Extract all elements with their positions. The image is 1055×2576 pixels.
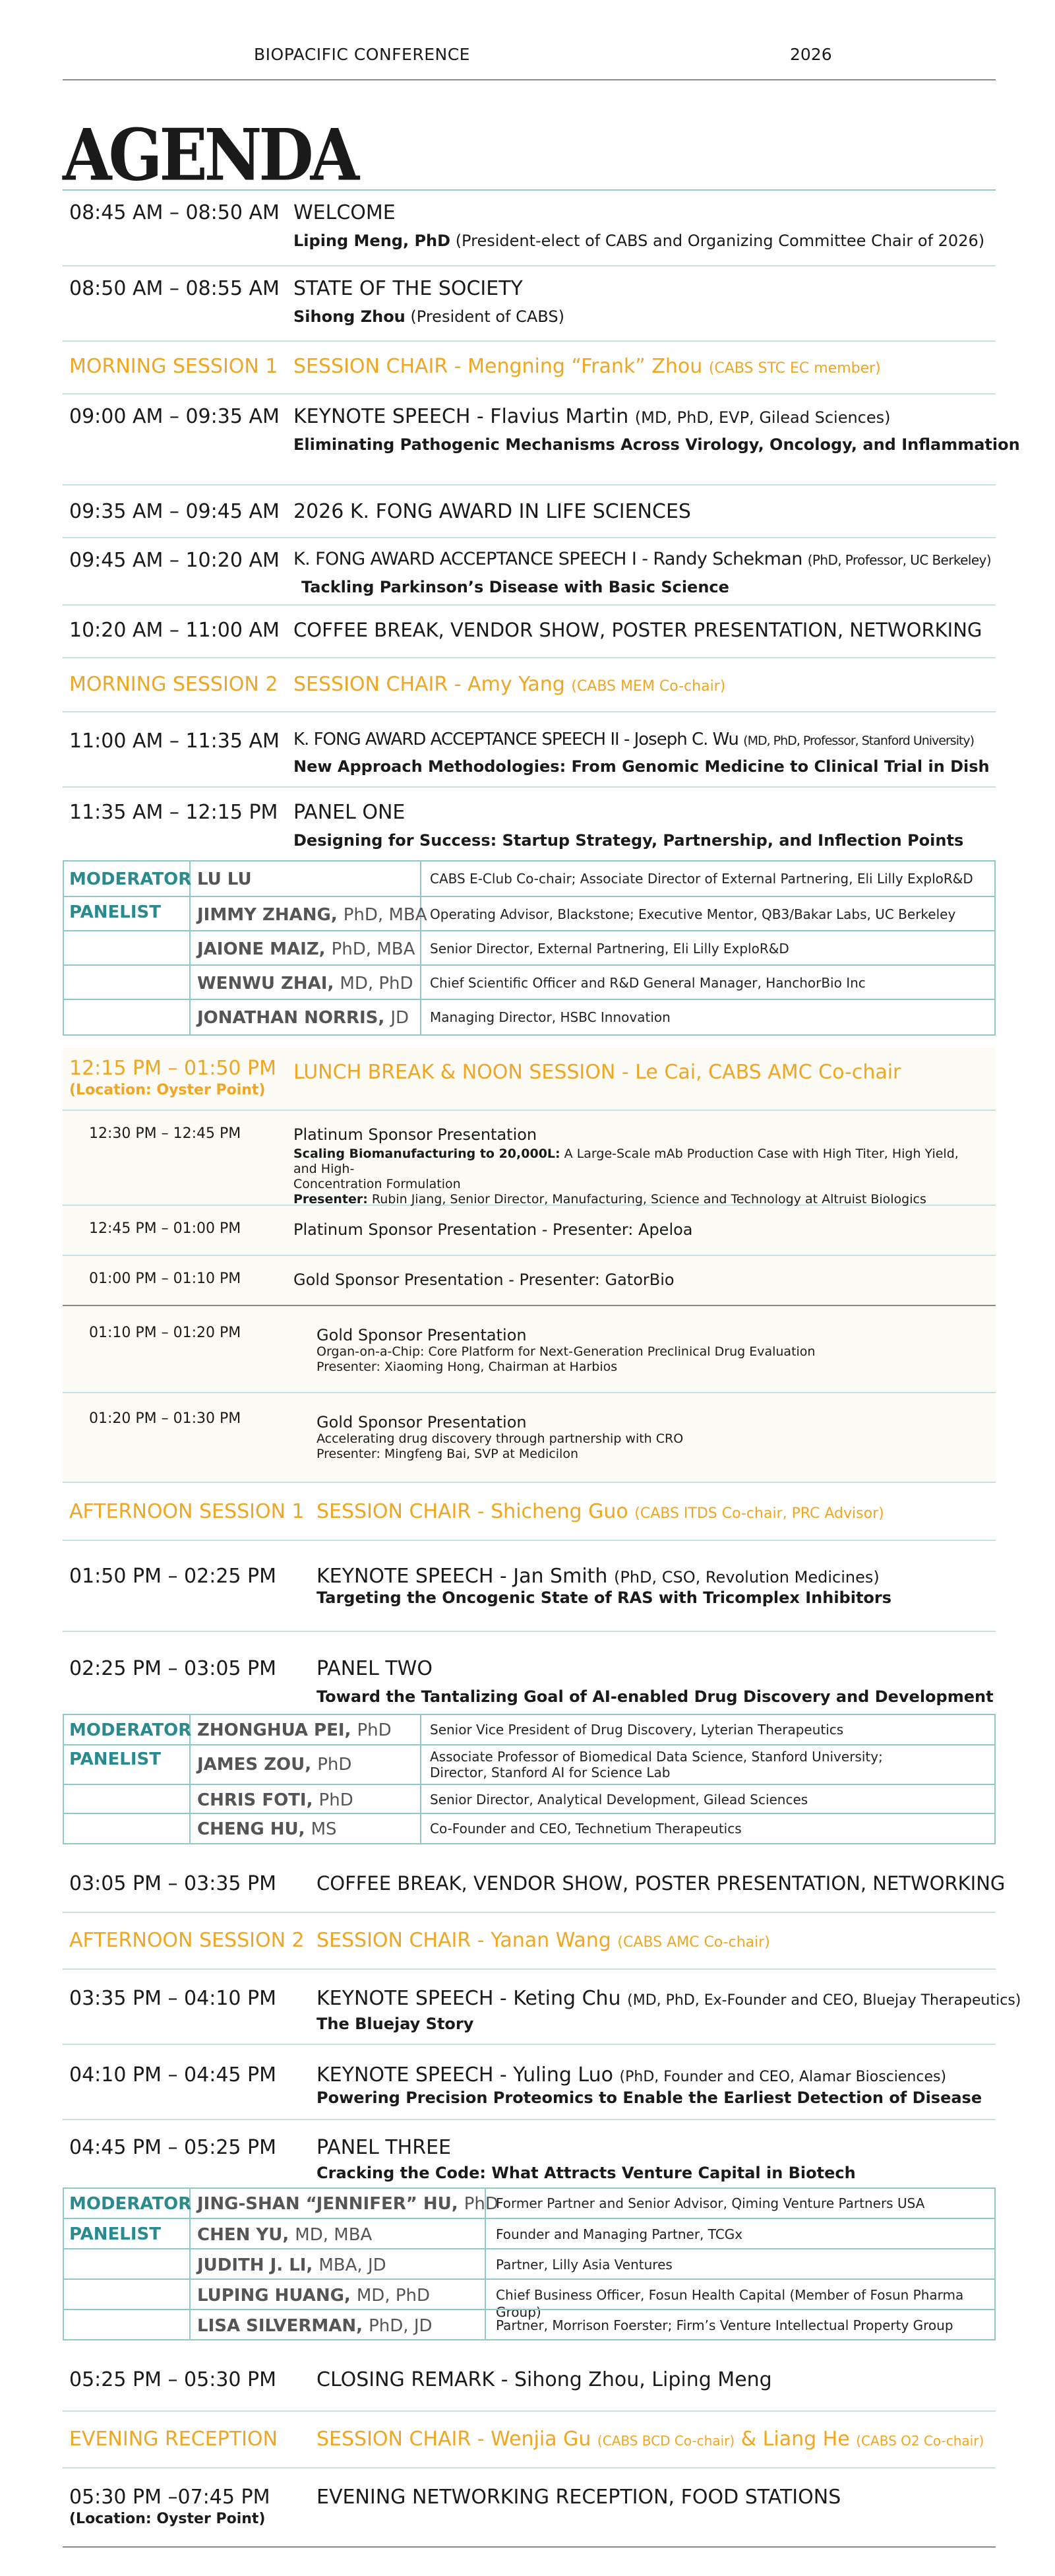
item-title: WELCOME: [293, 201, 396, 224]
agenda-item-keynote-martin: [63, 394, 1020, 486]
agenda-item-schekman: [63, 538, 996, 606]
item-time: 11:35 AM – 12:15 PM: [69, 801, 278, 824]
session-chair: SESSION CHAIR - Yanan Wang: [316, 1929, 611, 1952]
table-row: [64, 2278, 994, 2320]
item-location: (Location: Oyster Point): [69, 2511, 266, 2527]
person-name: JAMES ZOU,: [197, 1755, 312, 1775]
item-title: PANEL THREE: [316, 2136, 451, 2159]
affiliation-line: Associate Professor of Biomedical Data Science, Stanford University;: [430, 1749, 883, 1765]
item-subtitle: Eliminating Pathogenic Mechanisms Across Virology, Oncology, and Inflammation: [293, 435, 1020, 454]
slot-time: 12:45 PM – 01:00 PM: [89, 1220, 241, 1237]
person-affiliation: Partner, Lilly Asia Ventures: [496, 2257, 673, 2273]
item-time: 01:50 PM – 02:25 PM: [69, 1565, 277, 1588]
person-credentials: PhD: [318, 1790, 353, 1810]
session-chair-note: (CABS BCD Co-chair): [597, 2433, 735, 2449]
person-affiliation: Managing Director, HSBC Innovation: [430, 1009, 671, 1025]
speaker-name: Sihong Zhou: [293, 307, 406, 326]
lunch-header: [63, 1048, 996, 1111]
slot-title: Platinum Sponsor Presentation - Presenter: Apeloa: [293, 1220, 693, 1239]
person-name: JONATHAN NORRIS,: [197, 1008, 385, 1028]
item-title: K. FONG AWARD ACCEPTANCE SPEECH II - Joseph C. Wu: [293, 730, 738, 749]
person-credentials: MD, MBA: [295, 2225, 373, 2245]
person-affiliation: [430, 1749, 883, 1780]
lunch-time: 12:15 PM – 01:50 PM: [69, 1057, 277, 1080]
table-row: [64, 1744, 994, 1785]
session-chair-note: (CABS MEM Co-chair): [571, 678, 726, 695]
role-label: PANELIST: [69, 2224, 162, 2244]
slot-title: Platinum Sponsor Presentation: [293, 1125, 537, 1144]
role-label: PANELIST: [69, 1749, 162, 1769]
item-time: 09:45 AM – 10:20 AM: [69, 549, 280, 572]
agenda-item-reception: [63, 2468, 996, 2548]
table-row: [64, 2189, 994, 2218]
panel-two-table: [63, 1714, 996, 1844]
agenda-item-award: [63, 486, 996, 538]
agenda-item-panel-one: [63, 788, 996, 860]
item-subtitle: Designing for Success: Startup Strategy, Partnership, and Inflection Points: [293, 831, 964, 850]
agenda-title: [63, 113, 996, 197]
person-affiliation: Chief Scientific Officer and R&D General Manager, HanchorBio Inc: [430, 975, 866, 991]
item-time: 03:35 PM – 04:10 PM: [69, 1987, 277, 2010]
panel-three-table: [63, 2187, 996, 2340]
person-affiliation: Chief Business Officer, Fosun Health Capital (Member of Fosun Pharma Group): [496, 2287, 964, 2320]
item-time: 04:10 PM – 04:45 PM: [69, 2063, 277, 2087]
slot-details: [293, 1147, 959, 1207]
item-time: 02:25 PM – 03:05 PM: [69, 1657, 277, 1680]
session-chair-join: &: [735, 2428, 763, 2451]
item-time: 05:30 PM –07:45 PM: [69, 2486, 270, 2509]
item-subtitle: Powering Precision Proteomics to Enable the Earliest Detection of Disease: [316, 2089, 982, 2107]
slot-time: 01:10 PM – 01:20 PM: [89, 1325, 241, 1341]
item-title: STATE OF THE SOCIETY: [293, 277, 523, 300]
speaker-note: (President of CABS): [410, 307, 564, 326]
session-chair-note: (CABS ITDS Co-chair, PRC Advisor): [634, 1505, 884, 1522]
item-time: 05:25 PM – 05:30 PM: [69, 2368, 277, 2391]
item-time: 09:35 AM – 09:45 AM: [69, 500, 280, 523]
person-affiliation: Senior Director, External Partnering, Eli Lilly ExploR&D: [430, 941, 789, 957]
lunch-slot: [63, 1111, 996, 1206]
item-time: 09:00 AM – 09:35 AM: [69, 405, 280, 428]
agenda-item-state: [63, 267, 996, 342]
session-chair: SESSION CHAIR - Mengning “Frank” Zhou: [293, 355, 703, 378]
agenda-item-coffee-1: [63, 606, 996, 658]
panel-one-table: [63, 860, 996, 1036]
item-title: PANEL TWO: [316, 1657, 433, 1680]
person-credentials: PhD: [317, 1755, 352, 1775]
item-subtitle: Targeting the Oncogenic State of RAS with Tricomplex Inhibitors: [316, 1588, 892, 1607]
item-note: (MD, PhD, Ex-Founder and CEO, Bluejay Therapeutics): [627, 1992, 1021, 2009]
item-title: KEYNOTE SPEECH - Jan Smith: [316, 1565, 608, 1588]
conference-name: BIOPACIFIC CONFERENCE: [254, 45, 470, 64]
agenda-item-keynote-chu: [63, 1970, 1021, 2045]
person-name: JIMMY ZHANG,: [197, 905, 338, 925]
person-credentials: PhD, MBA: [343, 905, 427, 925]
session-label: AFTERNOON SESSION 1: [69, 1500, 305, 1523]
session-label: MORNING SESSION 2: [69, 673, 278, 696]
session-chair-note: (CABS STC EC member): [708, 360, 881, 377]
lunch-block: [63, 1048, 996, 1483]
person-credentials: MS: [311, 1819, 337, 1839]
person-credentials: MBA, JD: [318, 2255, 386, 2275]
session-chair-note-2: (CABS O2 Co-chair): [856, 2433, 984, 2449]
session-label: AFTERNOON SESSION 2: [69, 1929, 305, 1952]
person-name: CHEN YU,: [197, 2225, 289, 2245]
session-evening: [63, 2412, 996, 2468]
item-subtitle: New Approach Methodologies: From Genomic Medicine to Clinical Trial in Dish: [293, 757, 990, 776]
slot-time: 12:30 PM – 12:45 PM: [89, 1125, 241, 1142]
person-name: LISA SILVERMAN,: [197, 2316, 363, 2336]
table-row: [64, 1813, 994, 1844]
table-row: [64, 1715, 994, 1744]
lunch-slot: [63, 1306, 996, 1393]
session-morning-2: [63, 658, 996, 712]
item-time: 04:45 PM – 05:25 PM: [69, 2136, 277, 2159]
item-note: (PhD, Professor, UC Berkeley): [807, 552, 991, 568]
slot-presenter: Presenter: Xiaoming Hong, Chairman at Harbios: [316, 1360, 618, 1374]
item-note: (PhD, Founder and CEO, Alamar Biosciences): [619, 2069, 947, 2085]
session-chair: SESSION CHAIR - Shicheng Guo: [316, 1500, 628, 1523]
person-affiliation: Senior Vice President of Drug Discovery, Lyterian Therapeutics: [430, 1722, 844, 1738]
session-label: EVENING RECEPTION: [69, 2428, 278, 2451]
agenda-item-wu: [63, 712, 996, 788]
agenda-heading: AGENDA: [63, 113, 357, 197]
person-credentials: PhD: [357, 1720, 392, 1740]
page-header: [63, 0, 996, 80]
item-subtitle: The Bluejay Story: [316, 2015, 474, 2033]
agenda-item-coffee-2: [63, 1856, 1006, 1913]
table-row: [64, 964, 994, 1000]
item-title: KEYNOTE SPEECH - Flavius Martin: [293, 405, 629, 428]
item-note: (PhD, CSO, Revolution Medicines): [613, 1568, 880, 1586]
slot-detail-title: Scaling Biomanufacturing to 20,000L:: [293, 1147, 560, 1161]
person-name: JUDITH J. LI,: [197, 2255, 313, 2275]
session-chair: SESSION CHAIR - Amy Yang: [293, 673, 565, 696]
agenda-item-panel-three: [63, 2120, 996, 2187]
lunch-slot: [63, 1393, 996, 1483]
conference-year: 2026: [790, 45, 832, 64]
table-row: [64, 862, 994, 896]
person-affiliation: Operating Advisor, Blackstone; Executive Mentor, QB3/Bakar Labs, UC Berkeley: [430, 906, 956, 922]
item-time: 03:05 PM – 03:35 PM: [69, 1872, 277, 1895]
slot-title: Gold Sponsor Presentation: [316, 1326, 527, 1344]
slot-title: Gold Sponsor Presentation: [316, 1413, 527, 1431]
person-name: ZHONGHUA PEI,: [197, 1720, 351, 1740]
item-time: 08:50 AM – 08:55 AM: [69, 277, 280, 300]
table-row: [64, 1784, 994, 1814]
slot-detail: Concentration Formulation: [293, 1177, 461, 1191]
person-credentials: JD: [390, 1008, 409, 1028]
slot-detail: A Large-Scale mAb Production Case with High Titer, High Yield, and High-: [293, 1147, 959, 1176]
person-credentials: PhD, MBA: [331, 939, 415, 959]
item-title: COFFEE BREAK, VENDOR SHOW, POSTER PRESENTATION, NETWORKING: [293, 619, 982, 641]
person-name: CHENG HU,: [197, 1819, 305, 1839]
item-title: K. FONG AWARD ACCEPTANCE SPEECH I - Randy Schekman: [293, 549, 802, 569]
slot-details: [316, 1344, 815, 1375]
agenda-item-closing: [63, 2352, 996, 2412]
affiliation-line: Director, Stanford AI for Science Lab: [430, 1765, 671, 1780]
session-chair-note: (CABS AMC Co-chair): [617, 1934, 770, 1951]
slot-time: 01:00 PM – 01:10 PM: [89, 1271, 241, 1287]
session-afternoon-1: [63, 1484, 996, 1541]
item-subtitle: Tackling Parkinson’s Disease with Basic Science: [301, 578, 729, 596]
slot-presenter-label: Presenter:: [293, 1192, 368, 1207]
person-affiliation: Senior Director, Analytical Development, Gilead Sciences: [430, 1792, 808, 1807]
lunch-location: (Location: Oyster Point): [69, 1082, 266, 1098]
slot-detail: Accelerating drug discovery through partnership with CRO: [316, 1431, 684, 1446]
item-time: 11:00 AM – 11:35 AM: [69, 730, 280, 753]
person-affiliation: Founder and Managing Partner, TCGx: [496, 2226, 743, 2242]
item-subtitle: Toward the Tantalizing Goal of AI-enabled Drug Discovery and Development: [316, 1687, 994, 1706]
item-title: COFFEE BREAK, VENDOR SHOW, POSTER PRESENTATION, NETWORKING: [316, 1872, 1006, 1895]
session-afternoon-2: [63, 1913, 996, 1970]
agenda-page: [63, 0, 1021, 2527]
slot-presenter: Presenter: Mingfeng Bai, SVP at Medicilon: [316, 1447, 579, 1461]
role-label: MODERATOR: [69, 2194, 192, 2214]
session-chair: SESSION CHAIR - Wenjia Gu: [316, 2428, 591, 2451]
table-row: [64, 999, 994, 1036]
session-chair-2: Liang He: [762, 2428, 850, 2451]
person-name: WENWU ZHAI,: [197, 974, 334, 993]
person-name: JAIONE MAIZ,: [197, 939, 326, 959]
slot-detail: Organ-on-a-Chip: Core Platform for Next-Generation Preclinical Drug Evaluation: [316, 1344, 816, 1359]
table-row: [64, 2248, 994, 2280]
item-title: EVENING NETWORKING RECEPTION, FOOD STATIONS: [316, 2486, 841, 2509]
slot-details: [316, 1431, 683, 1462]
person-name: CHRIS FOTI,: [197, 1790, 313, 1810]
item-note: (MD, PhD, EVP, Gilead Sciences): [634, 408, 891, 427]
item-time: 08:45 AM – 08:50 AM: [69, 201, 280, 224]
slot-time: 01:20 PM – 01:30 PM: [89, 1410, 241, 1427]
agenda-item-welcome: [63, 191, 996, 267]
slot-title: Gold Sponsor Presentation - Presenter: GatorBio: [293, 1271, 675, 1289]
lunch-title: LUNCH BREAK & NOON SESSION - Le Cai, CABS AMC Co-chair: [293, 1061, 901, 1084]
role-label: MODERATOR: [69, 869, 192, 889]
session-morning-1: [63, 342, 996, 394]
item-title: 2026 K. FONG AWARD IN LIFE SCIENCES: [293, 500, 691, 523]
table-row: [64, 2218, 994, 2249]
person-name: LUPING HUANG,: [197, 2286, 351, 2306]
lunch-slot: [63, 1256, 996, 1306]
person-affiliation: Co-Founder and CEO, Technetium Therapeutics: [430, 1821, 742, 1837]
role-label: MODERATOR: [69, 1720, 192, 1740]
person-affiliation: Partner, Morrison Foerster; Firm’s Venture Intellectual Property Group: [496, 2317, 953, 2333]
person-credentials: PhD, JD: [369, 2316, 433, 2336]
session-label: MORNING SESSION 1: [69, 355, 278, 378]
person-name: JING-SHAN “JENNIFER” HU,: [197, 2194, 458, 2214]
item-title: PANEL ONE: [293, 801, 406, 824]
role-label: PANELIST: [69, 902, 162, 922]
person-affiliation: CABS E-Club Co-chair; Associate Director of External Partnering, Eli Lilly ExploR&D: [430, 871, 973, 887]
item-subtitle: Cracking the Code: What Attracts Venture Capital in Biotech: [316, 2164, 856, 2182]
agenda-item-panel-two: [63, 1632, 996, 1714]
person-credentials: PhD: [464, 2194, 498, 2214]
speaker-note: (President-elect of CABS and Organizing Committee Chair of 2026): [455, 232, 985, 250]
item-title: KEYNOTE SPEECH - Yuling Luo: [316, 2063, 613, 2087]
table-row: [64, 2309, 994, 2340]
speaker-name: Liping Meng, PhD: [293, 232, 451, 250]
item-note: (MD, PhD, Professor, Stanford University): [743, 734, 975, 748]
item-title: KEYNOTE SPEECH - Keting Chu: [316, 1987, 621, 2010]
person-affiliation: Former Partner and Senior Advisor, Qiming Venture Partners USA: [496, 2195, 925, 2211]
person-credentials: MD, PhD: [340, 974, 413, 993]
item-time: 10:20 AM – 11:00 AM: [69, 619, 280, 642]
lunch-slot: [63, 1206, 996, 1256]
agenda-item-keynote-luo: [63, 2045, 996, 2120]
item-title: CLOSING REMARK - Sihong Zhou, Liping Meng: [316, 2368, 772, 2391]
person-name: LU LU: [197, 869, 252, 889]
table-row: [64, 930, 994, 966]
agenda-item-keynote-smith: [63, 1541, 996, 1632]
slot-presenter: Rubin Jiang, Senior Director, Manufacturing, Science and Technology at Altruist Biologics: [367, 1192, 926, 1207]
table-row: [64, 896, 994, 931]
person-credentials: MD, PhD: [356, 2286, 431, 2306]
